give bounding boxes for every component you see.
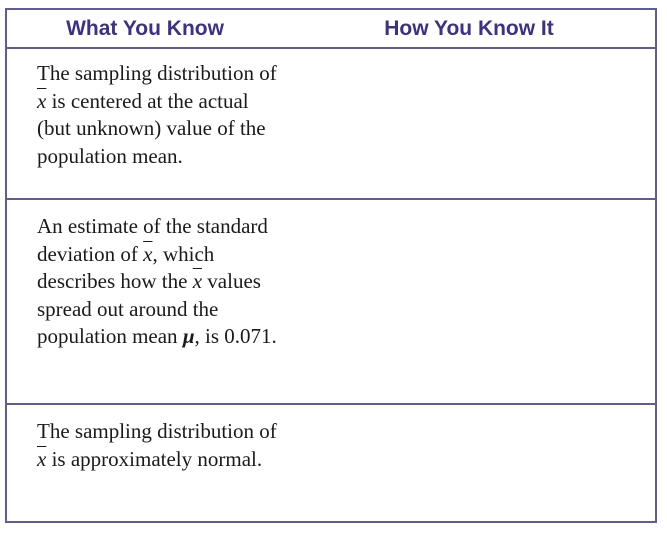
- x-bar-symbol: $\overline{x}$: [37, 88, 47, 113]
- how-you-know-cell: [283, 202, 655, 403]
- cell-text: is centered at the actual (but unknown) value of the population mean.: [37, 88, 266, 168]
- header-how-you-know-it: How You Know It: [384, 17, 554, 40]
- what-you-know-cell: [37, 418, 282, 473]
- cell-text: An estimate of the standard deviation of: [37, 214, 268, 266]
- table-row: [7, 49, 655, 200]
- table-row: [7, 407, 655, 521]
- cell-text: The sampling distribution of: [37, 419, 277, 443]
- cell-text: The sampling distribution of: [37, 61, 277, 85]
- how-you-know-cell: [283, 407, 655, 521]
- table-header: [7, 10, 655, 49]
- cell-text: values spread out around the population mean: [37, 269, 261, 348]
- cell-text: , which describes how the: [37, 241, 215, 293]
- mu-symbol: μ: [182, 324, 195, 348]
- x-bar-symbol: $\overline{x}$: [37, 446, 47, 471]
- cell-text: , is 0.071.: [194, 324, 277, 348]
- cell-text: is approximately normal.: [46, 446, 263, 471]
- header-what-you-know: What You Know: [66, 17, 224, 40]
- what-you-know-cell: [37, 60, 282, 170]
- how-you-know-cell: [283, 49, 655, 198]
- know-table: [5, 8, 657, 523]
- table-row: [7, 202, 655, 405]
- x-bar-symbol: $\overline{x}$: [192, 269, 203, 293]
- what-you-know-cell: [37, 213, 282, 351]
- x-bar-symbol: $\overline{x}$: [143, 241, 153, 266]
